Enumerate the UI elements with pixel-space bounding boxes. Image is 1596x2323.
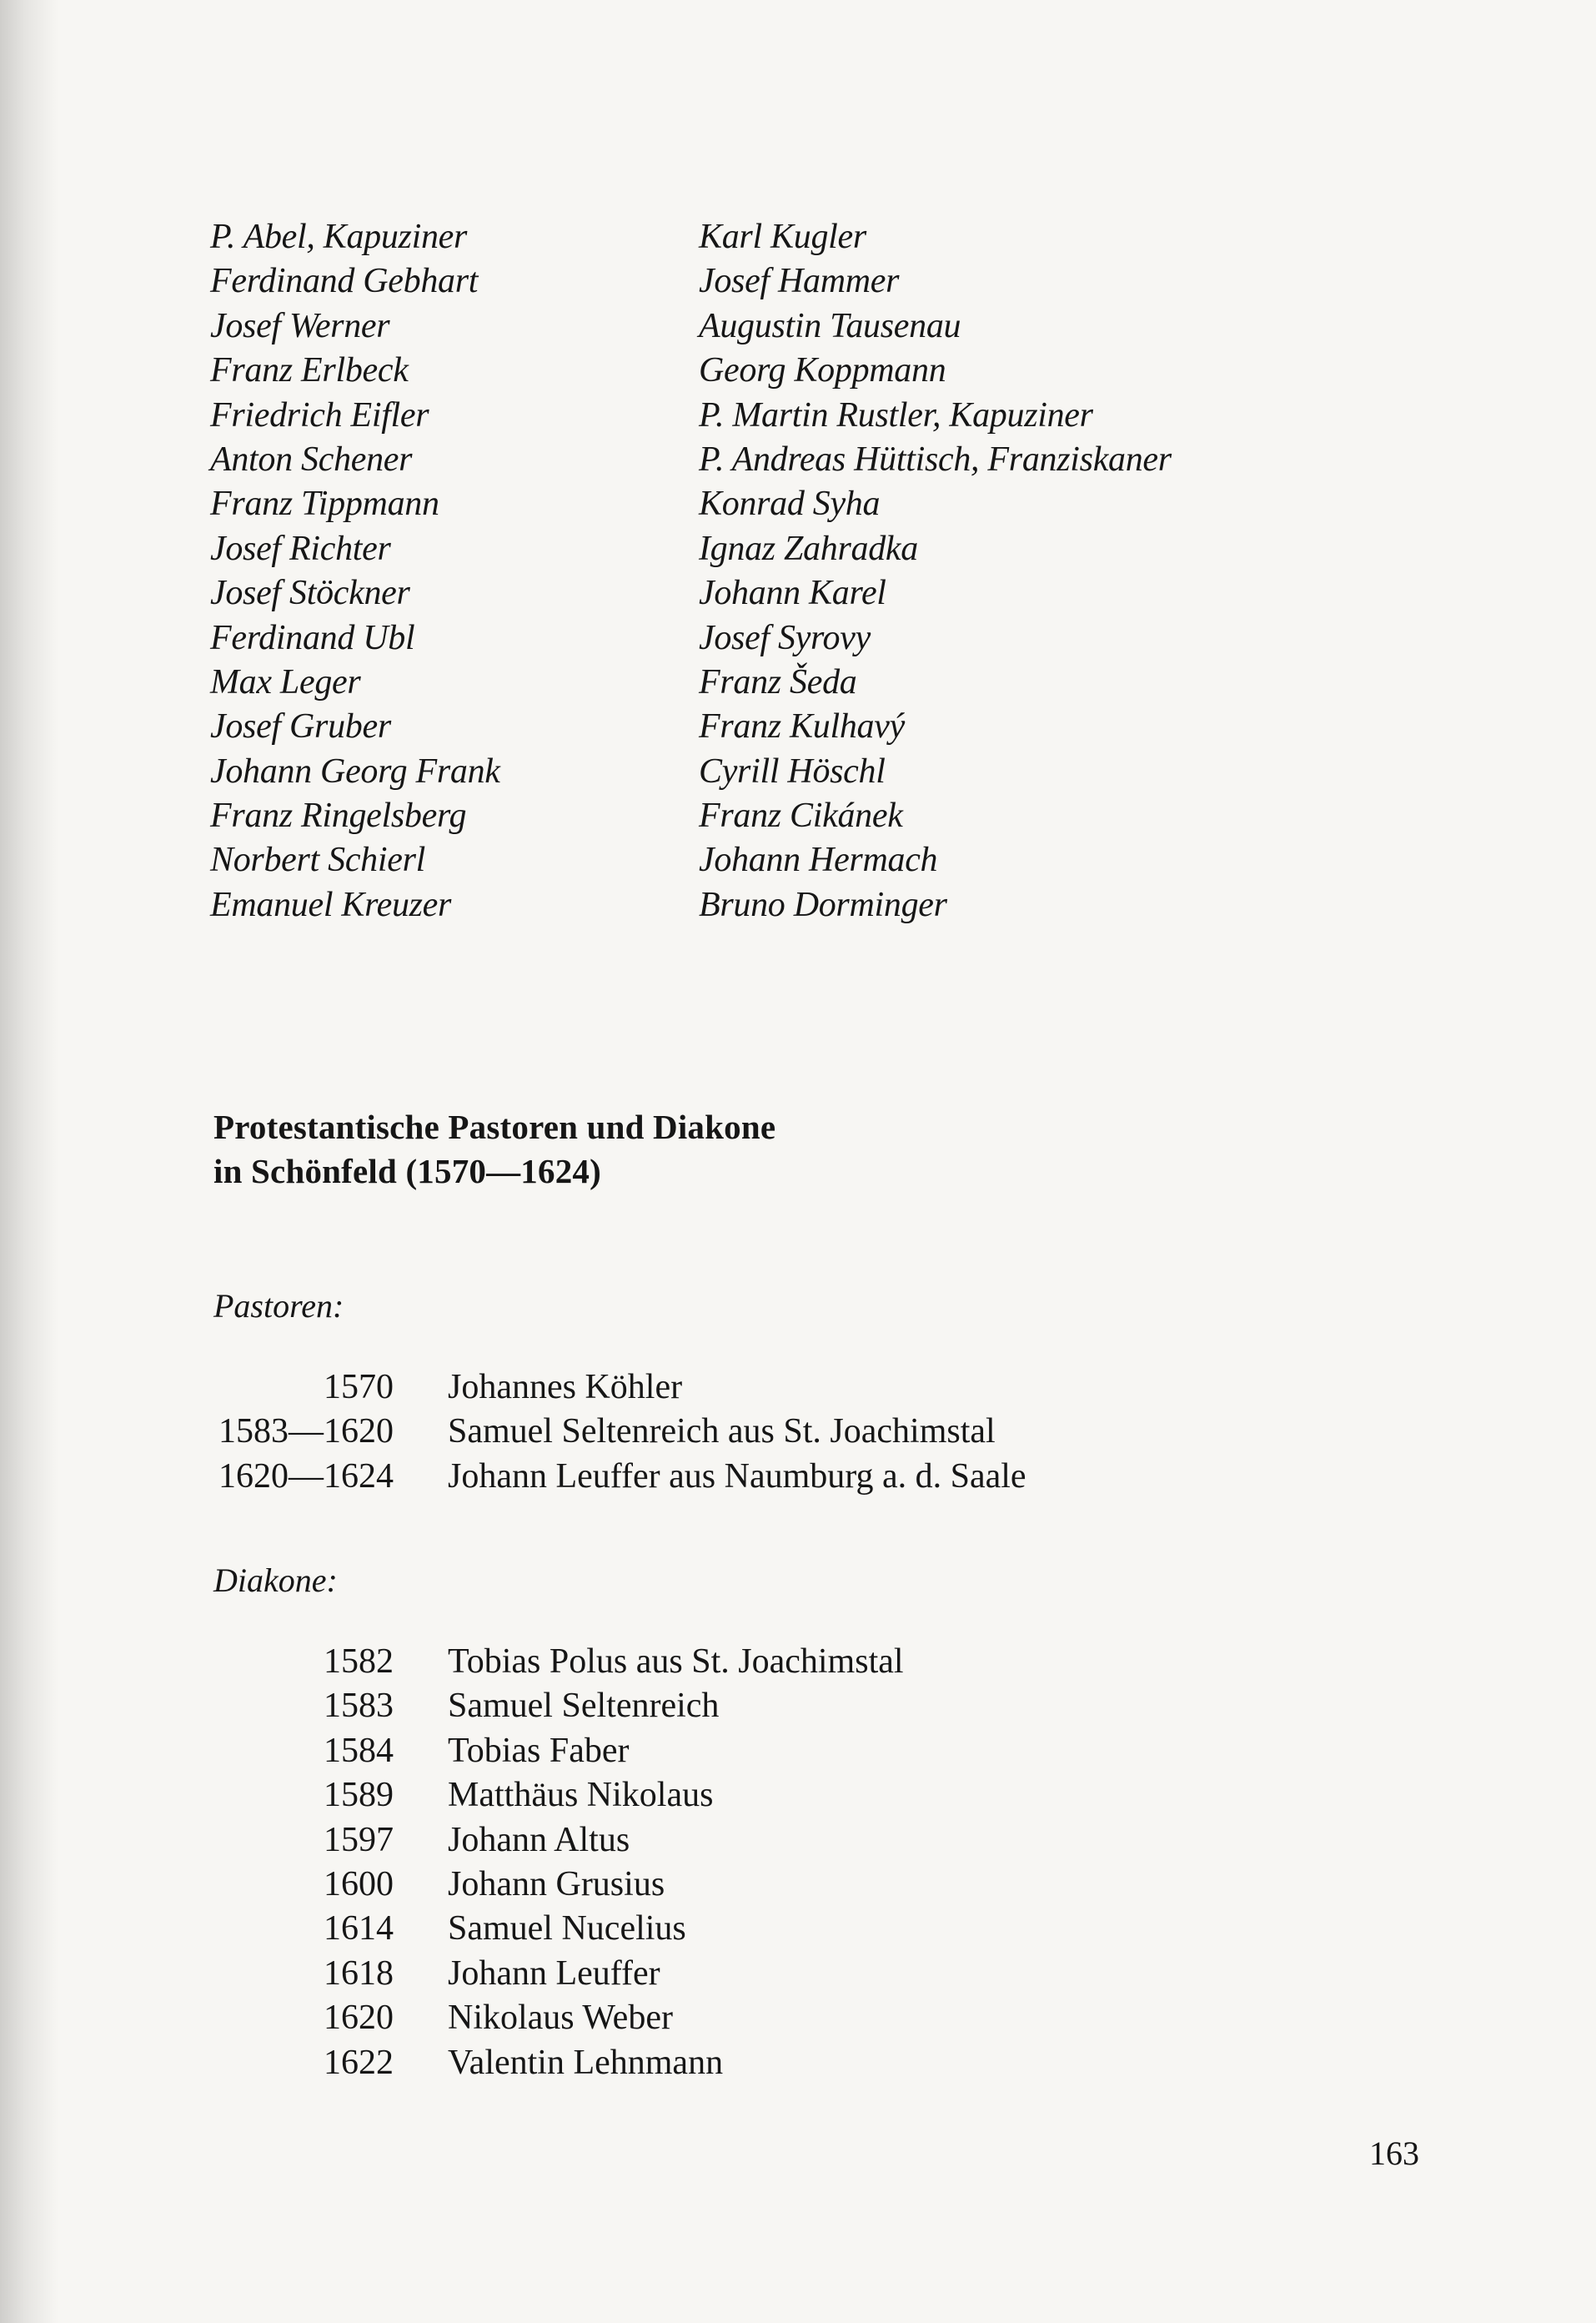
name-cell: Johannes Köhler — [448, 1368, 683, 1406]
table-row — [210, 1952, 1211, 1996]
list-item: Konrad Syha — [699, 485, 881, 524]
year-cell: 1614 — [324, 1909, 394, 1948]
section-heading-line-1: Protestantische Pastoren und Diakone — [213, 1108, 776, 1146]
year-cell: 1583—1620 — [218, 1412, 394, 1451]
year-cell: 1570 — [324, 1368, 394, 1406]
list-item: Josef Richter — [210, 529, 391, 568]
table-row — [210, 1365, 1211, 1410]
diakone-table — [210, 1640, 1211, 2085]
name-cell: Matthäus Nikolaus — [448, 1776, 714, 1815]
name-cell: Johann Altus — [448, 1820, 630, 1859]
list-item: P. Martin Rustler, Kapuziner — [699, 395, 1093, 435]
table-row — [210, 1996, 1211, 2040]
list-item: Franz Ringelsberg — [210, 797, 467, 836]
list-item: Anton Schener — [210, 440, 413, 479]
name-cell: Johann Grusius — [448, 1864, 665, 1903]
name-cell: Tobias Polus aus St. Joachimstal — [448, 1642, 904, 1681]
list-item: Ignaz Zahradka — [699, 529, 918, 568]
names-column-left — [210, 215, 500, 928]
year-cell: 1620—1624 — [218, 1456, 394, 1496]
list-item: Franz Erlbeck — [210, 351, 409, 390]
table-row — [210, 1640, 1211, 1684]
year-cell: 1589 — [324, 1776, 394, 1815]
page-edge-shadow — [0, 0, 58, 2323]
list-item: Franz Kulhavý — [699, 707, 905, 747]
list-item: P. Abel, Kapuziner — [210, 218, 468, 256]
table-row — [210, 1863, 1211, 1907]
section-heading — [213, 1105, 775, 1194]
year-cell: 1583 — [324, 1687, 394, 1726]
list-item: Norbert Schierl — [210, 841, 425, 880]
table-row — [210, 1729, 1211, 1773]
year-cell: 1622 — [324, 2043, 394, 2082]
table-row — [210, 1684, 1211, 1728]
list-item: Josef Werner — [210, 306, 390, 345]
table-row — [210, 1818, 1211, 1863]
table-row — [210, 1907, 1211, 1951]
list-item: Johann Karel — [699, 574, 886, 613]
year-cell: 1597 — [324, 1820, 394, 1859]
diakone-label: Diakone: — [213, 1561, 338, 1599]
name-cell: Samuel Seltenreich — [448, 1687, 720, 1726]
section-heading-line-2: in Schönfeld (1570—1624) — [213, 1152, 601, 1190]
name-cell: Tobias Faber — [448, 1731, 630, 1770]
name-cell: Valentin Lehnmann — [448, 2043, 724, 2082]
name-cell: Johann Leuffer — [448, 1953, 660, 1993]
list-item: Ferdinand Ubl — [210, 618, 415, 657]
list-item: Josef Gruber — [210, 707, 391, 747]
list-item: P. Andreas Hüttisch, Franziskaner — [699, 440, 1172, 479]
list-item: Franz Tippmann — [210, 485, 439, 524]
list-item: Johann Hermach — [699, 841, 938, 880]
list-item: Josef Syrovy — [699, 618, 871, 657]
list-item: Georg Koppmann — [699, 351, 946, 390]
year-cell: 1600 — [324, 1864, 394, 1903]
list-item: Cyrill Höschl — [699, 752, 886, 791]
year-cell: 1618 — [324, 1953, 394, 1993]
list-item: Franz Cikánek — [699, 797, 903, 836]
name-cell: Johann Leuffer aus Naumburg a. d. Saale — [448, 1456, 1026, 1496]
list-item: Franz Šeda — [699, 662, 857, 701]
list-item: Josef Stöckner — [210, 574, 410, 613]
list-item: Emanuel Kreuzer — [210, 885, 452, 924]
table-row — [210, 1410, 1211, 1454]
table-row — [210, 2041, 1211, 2085]
list-item: Ferdinand Gebhart — [210, 262, 479, 301]
name-cell: Samuel Nucelius — [448, 1909, 686, 1948]
names-column-right — [699, 215, 1172, 928]
name-cell: Nikolaus Weber — [448, 1999, 673, 2038]
pastoren-table — [210, 1365, 1211, 1499]
page-number: 163 — [1369, 2134, 1419, 2172]
year-cell: 1584 — [324, 1731, 394, 1770]
pastoren-label: Pastoren: — [213, 1287, 344, 1325]
list-item: Bruno Dorminger — [699, 885, 947, 924]
name-cell: Samuel Seltenreich aus St. Joachimstal — [448, 1412, 996, 1451]
table-row — [210, 1455, 1211, 1499]
list-item: Friedrich Eifler — [210, 395, 429, 435]
list-item: Josef Hammer — [699, 262, 900, 301]
list-item: Augustin Tausenau — [699, 306, 961, 345]
list-item: Johann Georg Frank — [210, 752, 500, 791]
year-cell: 1582 — [324, 1642, 394, 1681]
list-item: Karl Kugler — [699, 218, 866, 256]
year-cell: 1620 — [324, 1999, 394, 2038]
list-item: Max Leger — [210, 662, 361, 701]
table-row — [210, 1773, 1211, 1818]
